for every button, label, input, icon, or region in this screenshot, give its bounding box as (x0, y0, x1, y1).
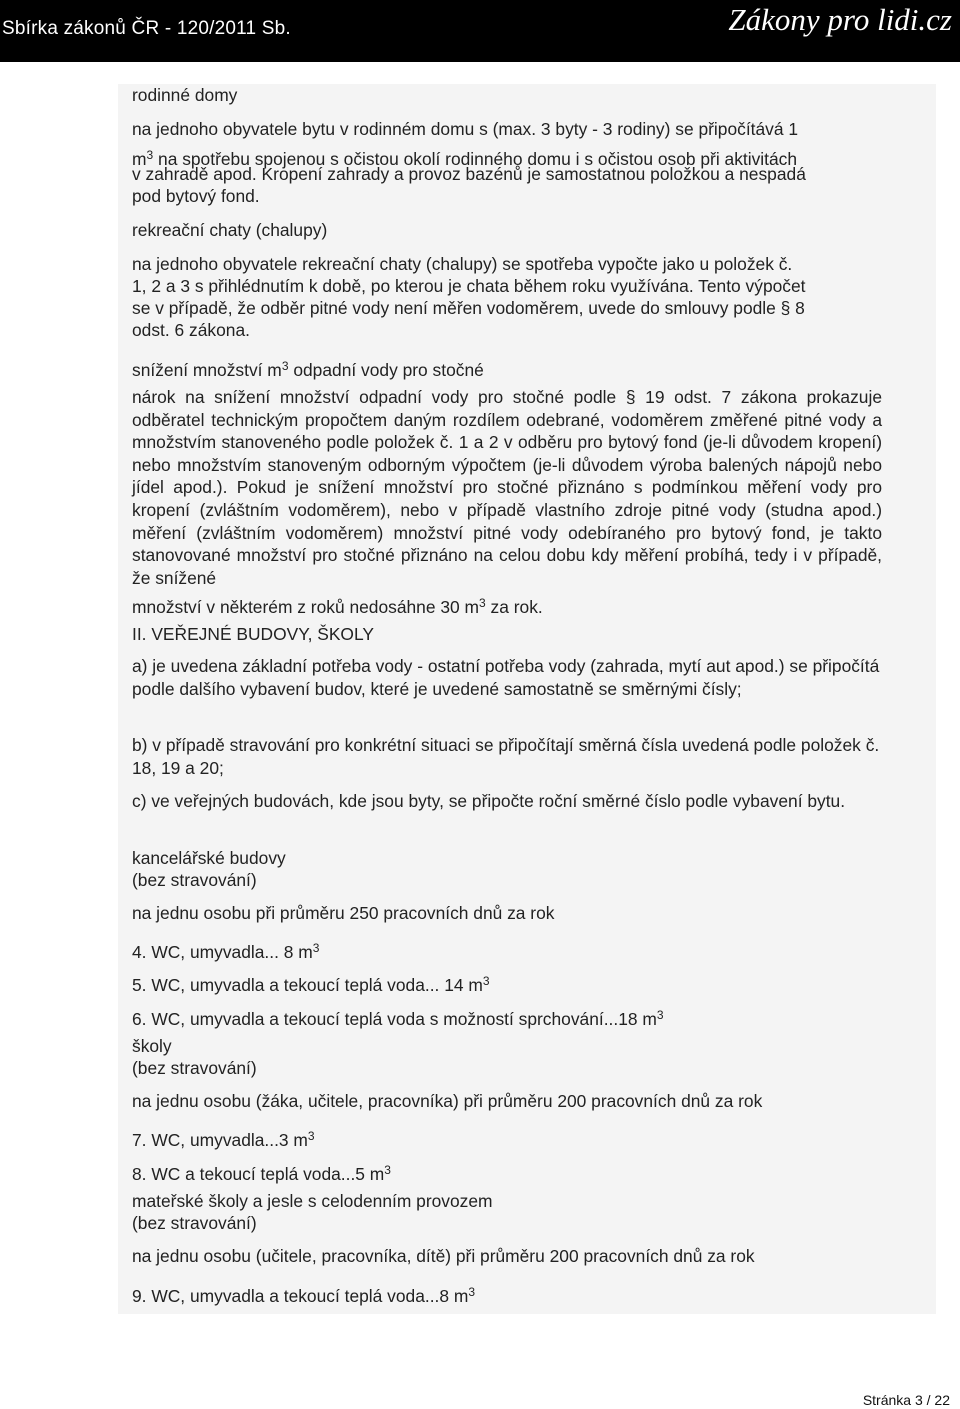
document-title: Sbírka zákonů ČR - 120/2011 Sb. (2, 18, 291, 39)
heading-materske-skoly: mateřské školy a jesle s celodenním provozem (132, 1191, 493, 1211)
paragraph-line: na jednu osobu (žáka, učitele, pracovníka) při průměru 200 pracovních dnů za rok (132, 1091, 763, 1111)
paragraph-line: na jednoho obyvatele bytu v rodinném domu s (max. 3 byty - 3 rodiny) se připočítává 1 (132, 119, 799, 139)
page-number: Stránka 3 / 22 (862, 1392, 950, 1408)
paragraph-line: $m^3$ na spotřebu spojenou s očistou okolí rodinného domu i s očistou osob při aktivitách (132, 148, 798, 169)
paragraph-line: množství v některém z roků nedosáhne 30 $m^3$ za rok. (132, 596, 543, 617)
paragraph-line: pod bytový fond. (132, 186, 260, 206)
heading-rodinne-domy: rodinné domy (132, 85, 238, 105)
subheading: (bez stravování) (132, 1058, 257, 1078)
list-item: 6. WC, umyvadla a tekoucí teplá voda s možností sprchování...18 $m^3$ (132, 1008, 664, 1029)
paragraph-line: 1, 2 a 3 s přihlédnutím k době, po kterou je chata během roku využívána. Tento výpočet (132, 276, 806, 296)
heading-rekreacni-chaty: rekreační chaty (chalupy) (132, 220, 328, 240)
paragraph-line: se v případě, že odběr pitné vody není měřen vodoměrem, uvede do smlouvy podle § 8 (132, 298, 805, 318)
list-item: 5. WC, umyvadla a tekoucí teplá voda... 14 $m^3$ (132, 974, 490, 995)
site-logo[interactable]: Zákony pro lidi.cz (728, 2, 952, 37)
paragraph-line: na jednoho obyvatele rekreační chaty (chalupy) se spotřeba vypočte jako u položek č. (132, 254, 793, 274)
paragraph-line: v zahradě apod. Kropení zahrady a provoz bazénů je samostatnou položkou a nespadá (132, 164, 806, 184)
paragraph-stocne: nárok na snížení množství odpadní vody pro stočné podle § 19 odst. 7 zákona prokazuje odběratel technickým propočtem daným rozdílem odebrané, vodoměrem změřené pitné vody a množstvím stanoveného podle položek č. 1 a 2 v odběru pro bytový fond (je-li důvodem kropení) nebo množstvím stanoveným odborným výpočtem (je-li důvodem výroba balených nápojů nebo jídel apod.). Pokud je snížení množství pro stočné přiznáno s podmínkou měření vody pro kropení (zvláštním vodoměrem), nebo v případě vlastního zdroje pitné vody (studna apod.) měření (zvláštním vodoměrem) množství pitné vody odebíraného pro bytový fond, je takto stanovované množství pro stočné přiznáno na celou dobu kdy měření probíhá, tedy i v případě, že snížené (132, 387, 882, 588)
paragraph-c: c) ve veřejných budovách, kde jsou byty, se připočte roční směrné číslo podle vybavení bytu. (132, 791, 846, 811)
paragraph-a: a) je uvedena základní potřeba vody - ostatní potřeba vody (zahrada, mytí aut apod.) se připočítá podle dalšího vybavení budov, které je uvedené samostatně se směrnými čísly; (132, 656, 880, 699)
subheading: (bez stravování) (132, 1213, 257, 1233)
list-item: 8. WC a tekoucí teplá voda...5 $m^3$ (132, 1163, 391, 1184)
paragraph-line: odst. 6 zákona. (132, 320, 250, 340)
subheading: (bez stravování) (132, 870, 257, 890)
section-heading-verejne-budovy: II. VEŘEJNÉ BUDOVY, ŠKOLY (132, 624, 374, 644)
list-item: 9. WC, umyvadla a tekoucí teplá voda...8 $m^3$ (132, 1285, 476, 1306)
heading-kancelarske-budovy: kancelářské budovy (132, 848, 286, 868)
list-item: 4. WC, umyvadla... 8 $m^3$ (132, 941, 320, 962)
list-item: 7. WC, umyvadla...3 $m^3$ (132, 1129, 315, 1150)
paragraph-b: b) v případě stravování pro konkrétní situaci se připočítají směrná čísla uvedená podle položek č. 18, 19 a 20; (132, 735, 880, 778)
page-header (0, 0, 960, 62)
heading-snizeni-mnozstvi: snížení množství $m^3$ odpadní vody pro stočné (132, 359, 484, 380)
paragraph-line: na jednu osobu při průměru 250 pracovních dnů za rok (132, 903, 555, 923)
heading-skoly: školy (132, 1036, 172, 1056)
paragraph-line: na jednu osobu (učitele, pracovníka, dítě) při průměru 200 pracovních dnů za rok (132, 1246, 755, 1266)
